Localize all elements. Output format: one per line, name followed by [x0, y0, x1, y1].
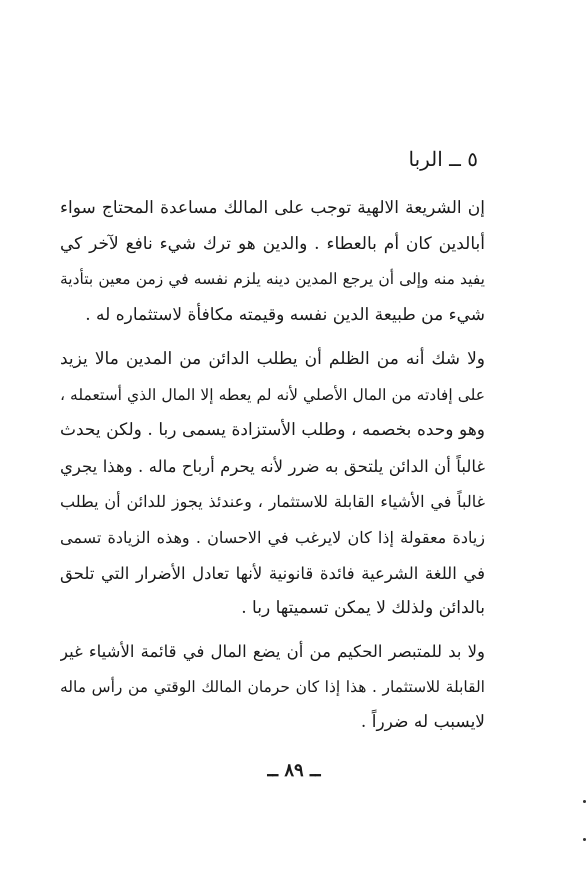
paragraph-line: شيء من طبيعة الدين نفسه وقيمته مكافأة لاستثماره له . [85, 304, 485, 325]
paragraph-line: وهو وحده بخصمه ، وطلب الأستزادة يسمى ربا . ولكن يحدث [60, 420, 485, 441]
paragraph-line: زيادة معقولة إذا كان لايرغب في الاحسان . وهذه الزيادة تسمى [60, 527, 485, 547]
page-number: ــ ٨٩ ــ [267, 760, 321, 781]
paragraph-line: غالباً في الأشياء القابلة للاستثمار ، وعندئذ يجوز للدائن أن يطلب [60, 492, 485, 512]
paragraph-1 [60, 191, 485, 333]
paragraph-line: ولا شك أنه من الظلم أن يطلب الدائن من المدين مالا يزيد [60, 349, 485, 369]
paragraph-line: يفيد منه وإلى أن يرجع المدين دينه يلزم نفسه في زمن معين بتأدية [60, 270, 485, 289]
scan-speck [583, 800, 586, 803]
paragraph-line: في اللغة الشرعية فائدة قانونية لأنها تعادل الأضرار التي تلحق [60, 563, 485, 583]
section-heading: ٥ ــ الربا [408, 147, 478, 171]
paragraph-line: أبالدين كان أم بالعطاء . والدين هو ترك شيء نافع لآخر كي [60, 233, 485, 254]
paragraph-line: بالدائن ولذلك لا يمكن تسميتها ربا . [241, 598, 485, 619]
paragraph-line: إن الشريعة الالهية توجب على المالك مساعدة المحتاج سواء [60, 198, 485, 218]
paragraph-line: لايسبب له ضرراً . [360, 712, 485, 733]
scan-speck [583, 838, 586, 841]
paragraph-2 [60, 342, 485, 627]
paragraph-line: على إفادته من المال الأصلي لأنه لم يعطه إلا المال الذي أستعمله ، [60, 385, 485, 404]
paragraph-line: ولا بد للمتبصر الحكيم من أن يضع المال في قائمة الأشياء غير [60, 642, 485, 661]
paragraph-line: القابلة للاستثمار . هذا إذا كان حرمان المالك الوقتي من رأس ماله [60, 677, 485, 696]
paragraph-line: غالباً أن الدائن يلتحق به ضرر لأنه يحرم أرباح ماله . وهذا يجري [60, 456, 485, 476]
paragraph-3 [60, 634, 485, 741]
